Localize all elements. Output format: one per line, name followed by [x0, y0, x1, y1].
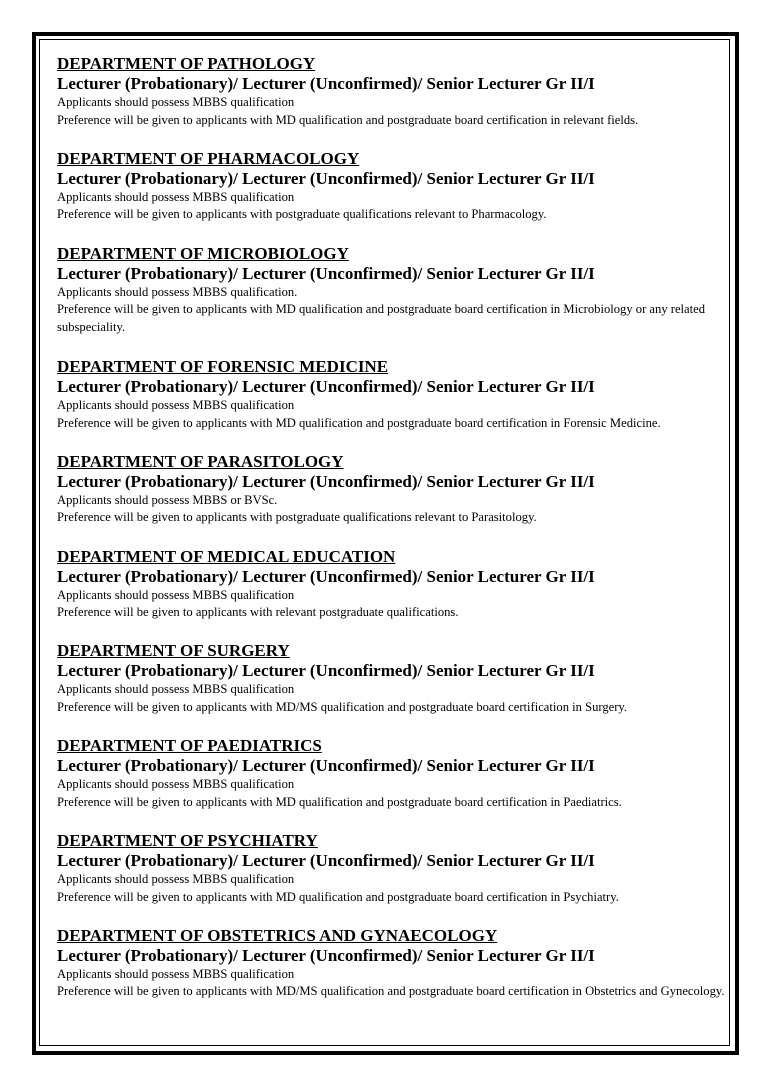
requirement-text: Applicants should possess MBBS qualification. [57, 284, 298, 299]
vacancy-list [57, 54, 732, 1039]
requirement-text: Applicants should possess MBBS qualification [57, 587, 295, 602]
department-heading: DEPARTMENT OF PSYCHIATRY [57, 831, 318, 851]
preference-text: Preference will be given to applicants with MD qualification and postgraduate board certification in relevant fields. [57, 112, 639, 127]
department-heading: DEPARTMENT OF PARASITOLOGY [57, 451, 344, 471]
preference-text: Preference will be given to applicants with postgraduate qualifications relevant to Parasitology. [57, 510, 537, 525]
post-title: Lecturer (Probationary)/ Lecturer (Unconfirmed)/ Senior Lecturer Gr II/I [57, 756, 595, 776]
department-heading: DEPARTMENT OF SURGERY [57, 641, 290, 661]
requirement-text: Applicants should possess MBBS qualification [57, 189, 295, 204]
post-title: Lecturer (Probationary)/ Lecturer (Unconfirmed)/ Senior Lecturer Gr II/I [57, 566, 595, 586]
section-paediatrics [57, 736, 732, 831]
post-title: Lecturer (Probationary)/ Lecturer (Unconfirmed)/ Senior Lecturer Gr II/I [57, 945, 595, 965]
section-forensic-medicine [57, 357, 732, 452]
preference-text: Preference will be given to applicants with MD/MS qualification and postgraduate board certification in Obstetrics and Gynecology. [57, 984, 725, 999]
requirement-text: Applicants should possess MBBS qualification [57, 872, 295, 887]
preference-text: Preference will be given to applicants with MD qualification and postgraduate board certification in Forensic Medicine. [57, 415, 661, 430]
post-title: Lecturer (Probationary)/ Lecturer (Unconfirmed)/ Senior Lecturer Gr II/I [57, 851, 595, 871]
requirement-text: Applicants should possess MBBS or BVSc. [57, 492, 278, 507]
department-heading: DEPARTMENT OF PAEDIATRICS [57, 736, 322, 756]
post-title: Lecturer (Probationary)/ Lecturer (Unconfirmed)/ Senior Lecturer Gr II/I [57, 74, 595, 93]
requirement-text: Applicants should possess MBBS qualification [57, 966, 295, 981]
preference-text: Preference will be given to applicants with postgraduate qualifications relevant to Pharmacology. [57, 207, 547, 222]
requirement-text: Applicants should possess MBBS qualification [57, 682, 295, 697]
section-psychiatry [57, 831, 732, 926]
preference-text: Preference will be given to applicants with MD qualification and postgraduate board certification in Paediatrics. [57, 794, 622, 809]
department-heading: DEPARTMENT OF MICROBIOLOGY [57, 243, 349, 263]
post-title: Lecturer (Probationary)/ Lecturer (Unconfirmed)/ Senior Lecturer Gr II/I [57, 377, 595, 397]
post-title: Lecturer (Probationary)/ Lecturer (Unconfirmed)/ Senior Lecturer Gr II/I [57, 661, 595, 681]
department-heading: DEPARTMENT OF MEDICAL EDUCATION [57, 546, 396, 566]
section-pathology [57, 54, 732, 149]
section-surgery [57, 641, 732, 736]
post-title: Lecturer (Probationary)/ Lecturer (Unconfirmed)/ Senior Lecturer Gr II/I [57, 168, 595, 188]
requirement-text: Applicants should possess MBBS qualification [57, 777, 295, 792]
department-heading: DEPARTMENT OF PATHOLOGY [57, 54, 316, 73]
section-obstetrics-gynaecology [57, 926, 732, 1040]
department-heading: DEPARTMENT OF FORENSIC MEDICINE [57, 357, 389, 377]
department-heading: DEPARTMENT OF PHARMACOLOGY [57, 148, 360, 168]
section-microbiology [57, 244, 732, 358]
section-medical-education [57, 547, 732, 642]
preference-text: Preference will be given to applicants with MD/MS qualification and postgraduate board certification in Surgery. [57, 699, 628, 714]
preference-text: Preference will be given to applicants with relevant postgraduate qualifications. [57, 605, 459, 620]
preference-text: Preference will be given to applicants with MD qualification and postgraduate board certification in Psychiatry. [57, 889, 619, 904]
post-title: Lecturer (Probationary)/ Lecturer (Unconfirmed)/ Senior Lecturer Gr II/I [57, 471, 595, 491]
section-parasitology [57, 452, 732, 547]
requirement-text: Applicants should possess MBBS qualification [57, 398, 295, 413]
requirement-text: Applicants should possess MBBS qualification [57, 95, 295, 109]
post-title: Lecturer (Probationary)/ Lecturer (Unconfirmed)/ Senior Lecturer Gr II/I [57, 263, 595, 283]
preference-text: Preference will be given to applicants with MD qualification and postgraduate board certification in Microbiology or any related subspeciality. [57, 302, 706, 334]
department-heading: DEPARTMENT OF OBSTETRICS AND GYNAECOLOGY [57, 925, 498, 945]
section-pharmacology [57, 149, 732, 244]
